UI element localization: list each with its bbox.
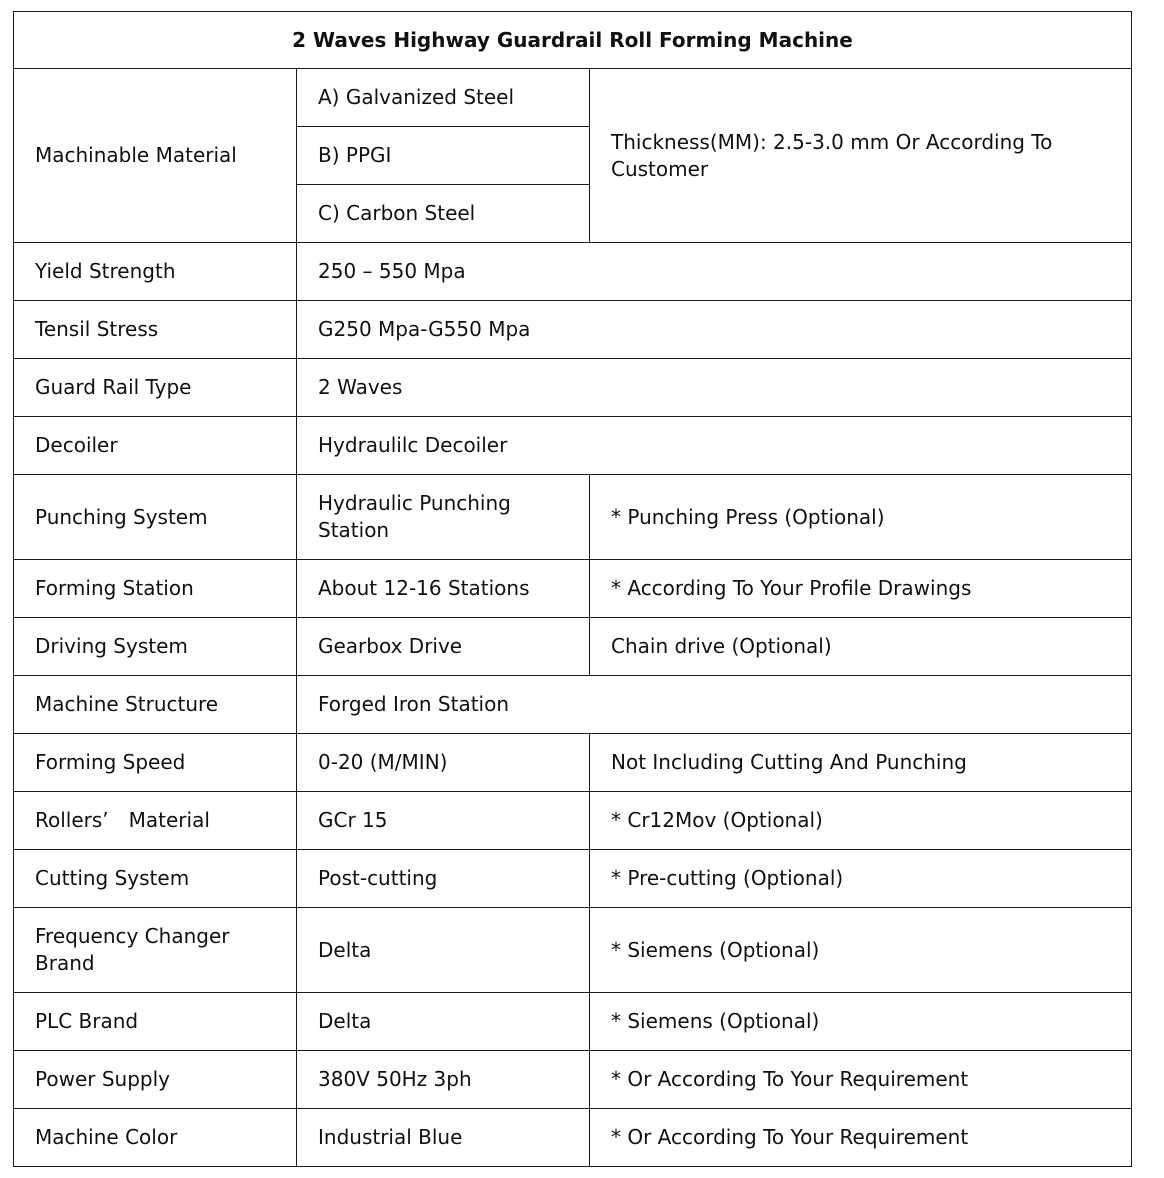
table-row (14, 850, 1132, 908)
row-note: * Pre-cutting (Optional) (590, 850, 1132, 908)
table-row (14, 792, 1132, 850)
material-option: C) Carbon Steel (297, 185, 590, 243)
row-label: Forming Station (14, 560, 297, 618)
row-note: Not Including Cutting And Punching (590, 734, 1132, 792)
row-note: * Siemens (Optional) (590, 908, 1132, 993)
row-label: PLC Brand (14, 993, 297, 1051)
row-note: Chain drive (Optional) (590, 618, 1132, 676)
table-row (14, 359, 1132, 417)
table-row (14, 618, 1132, 676)
material-option: A) Galvanized Steel (297, 69, 590, 127)
table-row (14, 243, 1132, 301)
row-value: Hydraulic Punching Station (297, 475, 590, 560)
row-value: About 12-16 Stations (297, 560, 590, 618)
spec-table (13, 11, 1132, 1167)
row-value: 2 Waves (297, 359, 1132, 417)
row-value: 250 – 550 Mpa (297, 243, 1132, 301)
row-label: Rollers’ Material (14, 792, 297, 850)
row-value: Hydraulilc Decoiler (297, 417, 1132, 475)
row-value: 0-20 (M/MIN) (297, 734, 590, 792)
row-label: Tensil Stress (14, 301, 297, 359)
row-label: Power Supply (14, 1051, 297, 1109)
row-note: * Or According To Your Requirement (590, 1109, 1132, 1167)
row-value: G250 Mpa-G550 Mpa (297, 301, 1132, 359)
table-row (14, 417, 1132, 475)
row-label: Forming Speed (14, 734, 297, 792)
material-label: Machinable Material (14, 69, 297, 243)
table-row (14, 475, 1132, 560)
row-label: Decoiler (14, 417, 297, 475)
row-value: Delta (297, 908, 590, 993)
table-row (14, 908, 1132, 993)
row-label: Machine Structure (14, 676, 297, 734)
row-value: Delta (297, 993, 590, 1051)
table-row (14, 1051, 1132, 1109)
row-note: * According To Your Profile Drawings (590, 560, 1132, 618)
row-label: Frequency Changer Brand (14, 908, 297, 993)
row-label: Cutting System (14, 850, 297, 908)
row-label: Machine Color (14, 1109, 297, 1167)
material-option: B) PPGI (297, 127, 590, 185)
row-note: * Punching Press (Optional) (590, 475, 1132, 560)
table-row (14, 560, 1132, 618)
row-value: Post-cutting (297, 850, 590, 908)
table-title: 2 Waves Highway Guardrail Roll Forming Machine (14, 12, 1132, 69)
row-note: * Siemens (Optional) (590, 993, 1132, 1051)
table-row (14, 1109, 1132, 1167)
row-value: 380V 50Hz 3ph (297, 1051, 590, 1109)
table-row (14, 301, 1132, 359)
table-row (14, 993, 1132, 1051)
row-label: Driving System (14, 618, 297, 676)
row-label: Guard Rail Type (14, 359, 297, 417)
row-label: Punching System (14, 475, 297, 560)
row-value: GCr 15 (297, 792, 590, 850)
row-value: Industrial Blue (297, 1109, 590, 1167)
table-row (14, 676, 1132, 734)
row-value: Forged Iron Station (297, 676, 1132, 734)
row-label: Yield Strength (14, 243, 297, 301)
table-row (14, 69, 1132, 127)
row-note: * Cr12Mov (Optional) (590, 792, 1132, 850)
row-value: Gearbox Drive (297, 618, 590, 676)
title-row (14, 12, 1132, 69)
table-row (14, 734, 1132, 792)
material-thickness: Thickness(MM): 2.5-3.0 mm Or According To Customer (590, 69, 1132, 243)
row-note: * Or According To Your Requirement (590, 1051, 1132, 1109)
